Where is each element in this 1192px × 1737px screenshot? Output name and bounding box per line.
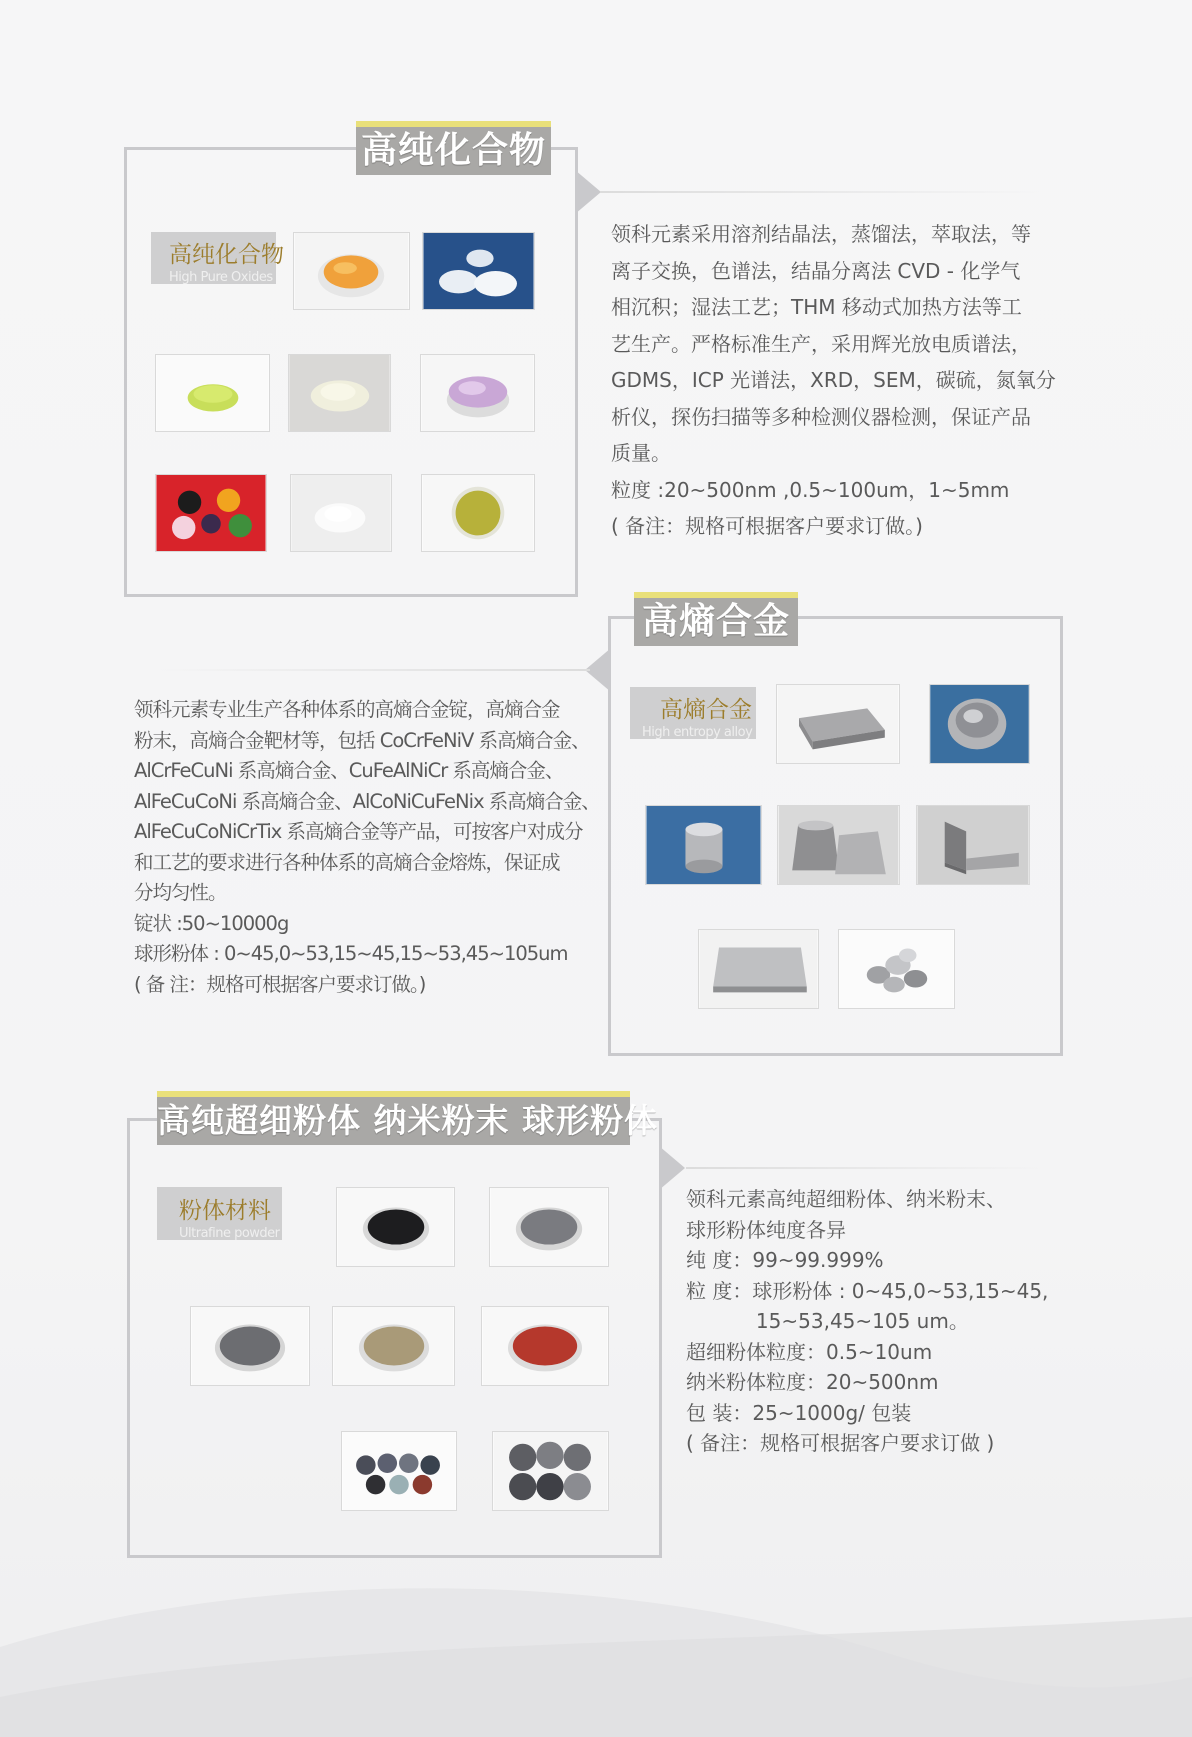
photo-alloy-plate (776, 684, 900, 764)
photo-alloy-pellets (838, 929, 955, 1009)
section1-line-7: 质量。 (611, 441, 671, 465)
section3-line-8: 包 装：25~1000g/ 包装 (686, 1400, 912, 1425)
section2-line-4: AlFeCuCoNi 系高熵合金、AlCoNiCuFeNix 系高熵合金、 (134, 789, 600, 813)
section1-line-6: 析仪，探伤扫描等多种检测仪器检测，保证产品 (611, 404, 1031, 429)
photo-alloy-sheet (698, 929, 819, 1009)
photo-dark-gray-powder-dish (190, 1306, 310, 1386)
section1-line-4: 艺生产。严格标准生产，采用辉光放电质谱法， (611, 331, 1031, 356)
photo-white-crystals-on-blue (422, 232, 535, 310)
section2-line-5: AlFeCuCoNiCrTix 系高熵合金等产品，可按客户对成分 (134, 820, 583, 843)
section2-line-9: 球形粉体 : 0~45,0~53,15~45,15~53,45~105um (134, 942, 568, 965)
section2-line-6: 和工艺的要求进行各种体系的高熵合金熔炼，保证成 (134, 850, 560, 874)
photo-black-powder-dish (336, 1187, 455, 1267)
section3-line-3: 纯 度：99~99.999% (686, 1248, 884, 1272)
section3-line-2: 球形粉体纯度各异 (686, 1217, 846, 1242)
photo-yellow-green-powder-dish (421, 474, 535, 552)
section1-label-en: High Pure Oxides (169, 270, 273, 285)
section1-line-2: 离子交换，色谱法，结晶分离法 CVD - 化学气 (611, 258, 1021, 283)
section2-line-3: AlCrFeCuNi 系高熵合金、CuFeAlNiCr 系高熵合金、 (134, 759, 564, 782)
section2-title: 高熵合金 (634, 592, 798, 646)
section2-line-2: 粉末，高熵合金靶材等，包括 CoCrFeNiV 系高熵合金、 (134, 728, 590, 752)
section3-line-1: 领科元素高纯超细粉体、纳米粉末、 (686, 1187, 1006, 1211)
photo-assorted-powder-dishes (341, 1431, 457, 1511)
section3-title: 高纯超细粉体 纳米粉末 球形粉体 (157, 1091, 630, 1145)
photo-alloy-discs-on-blue (929, 684, 1030, 764)
section1-rule (600, 191, 1040, 193)
section1-title: 高纯化合物 (356, 121, 551, 175)
section1-line-1: 领科元素采用溶剂结晶法，蒸馏法，萃取法，等 (611, 222, 1031, 246)
photo-white-powder (290, 474, 392, 552)
section1-line-5: GDMS，ICP 光谱法，XRD，SEM，碳硫，氮氧分 (611, 368, 1056, 392)
section2-line-8: 锭状 :50~10000g (134, 911, 289, 935)
section3-label (157, 1187, 282, 1240)
photo-assorted-powders-on-red (155, 474, 267, 552)
photo-alloy-cones (777, 805, 900, 885)
photo-cream-powder (288, 354, 391, 432)
section3-label-en: Ultrafine powder (179, 1226, 280, 1241)
photo-six-powder-dishes (492, 1431, 609, 1511)
photo-red-powder-dish (481, 1306, 609, 1386)
section3-label-cn: 粉体材料 (179, 1198, 271, 1224)
section2-rule (160, 669, 590, 671)
section3-line-6: 超细粉体粒度：0.5~10um (686, 1339, 933, 1364)
section2-line-10: ( 备 注：规格可根据客户要求订做。) (134, 972, 426, 996)
section2-label-cn: 高熵合金 (660, 697, 752, 723)
section2-line-1: 领科元素专业生产各种体系的高熵合金锭，高熵合金 (134, 698, 560, 721)
section3-rule (686, 1167, 1046, 1169)
section1-line-8: 粒度 :20~500nm ,0.5~100um，1~5mm (611, 477, 1010, 502)
section3-line-9: ( 备注：规格可根据客户要求订做 ) (686, 1431, 995, 1455)
section1-text (611, 216, 1056, 545)
section2-line-7: 分均匀性。 (134, 881, 227, 904)
section1-label-cn: 高纯化合物 (169, 242, 284, 268)
section3-line-5: 15~53,45~105 um。 (686, 1309, 969, 1333)
section3-text (686, 1184, 1048, 1459)
section1-pointer (575, 170, 601, 214)
section1-line-9: ( 备注：规格可根据客户要求订做。) (611, 514, 923, 538)
section2-label (630, 687, 756, 739)
bottom-wave-decoration (0, 1527, 1192, 1737)
section1-line-3: 相沉积；湿法工艺；THM 移动式加热方法等工 (611, 295, 1022, 319)
section2-label-en: High entropy alloy (642, 725, 753, 740)
section1-label (151, 232, 284, 285)
section2-text (134, 695, 600, 1000)
photo-alloy-angle-plates (916, 805, 1030, 885)
photo-alloy-cylinder-on-blue (645, 805, 762, 885)
section3-line-7: 纳米粉体粒度：20~500nm (686, 1370, 939, 1394)
photo-pink-crystals-bowl (420, 354, 535, 432)
section3-line-4: 粒 度：球形粉体 : 0~45,0~53,15~45, (686, 1278, 1049, 1303)
photo-tan-powder-dish (332, 1306, 455, 1386)
photo-green-powder-dish (155, 354, 270, 432)
section3-pointer (659, 1146, 685, 1190)
photo-gray-powder-dish (489, 1187, 609, 1267)
photo-orange-powder-dish (293, 232, 410, 310)
